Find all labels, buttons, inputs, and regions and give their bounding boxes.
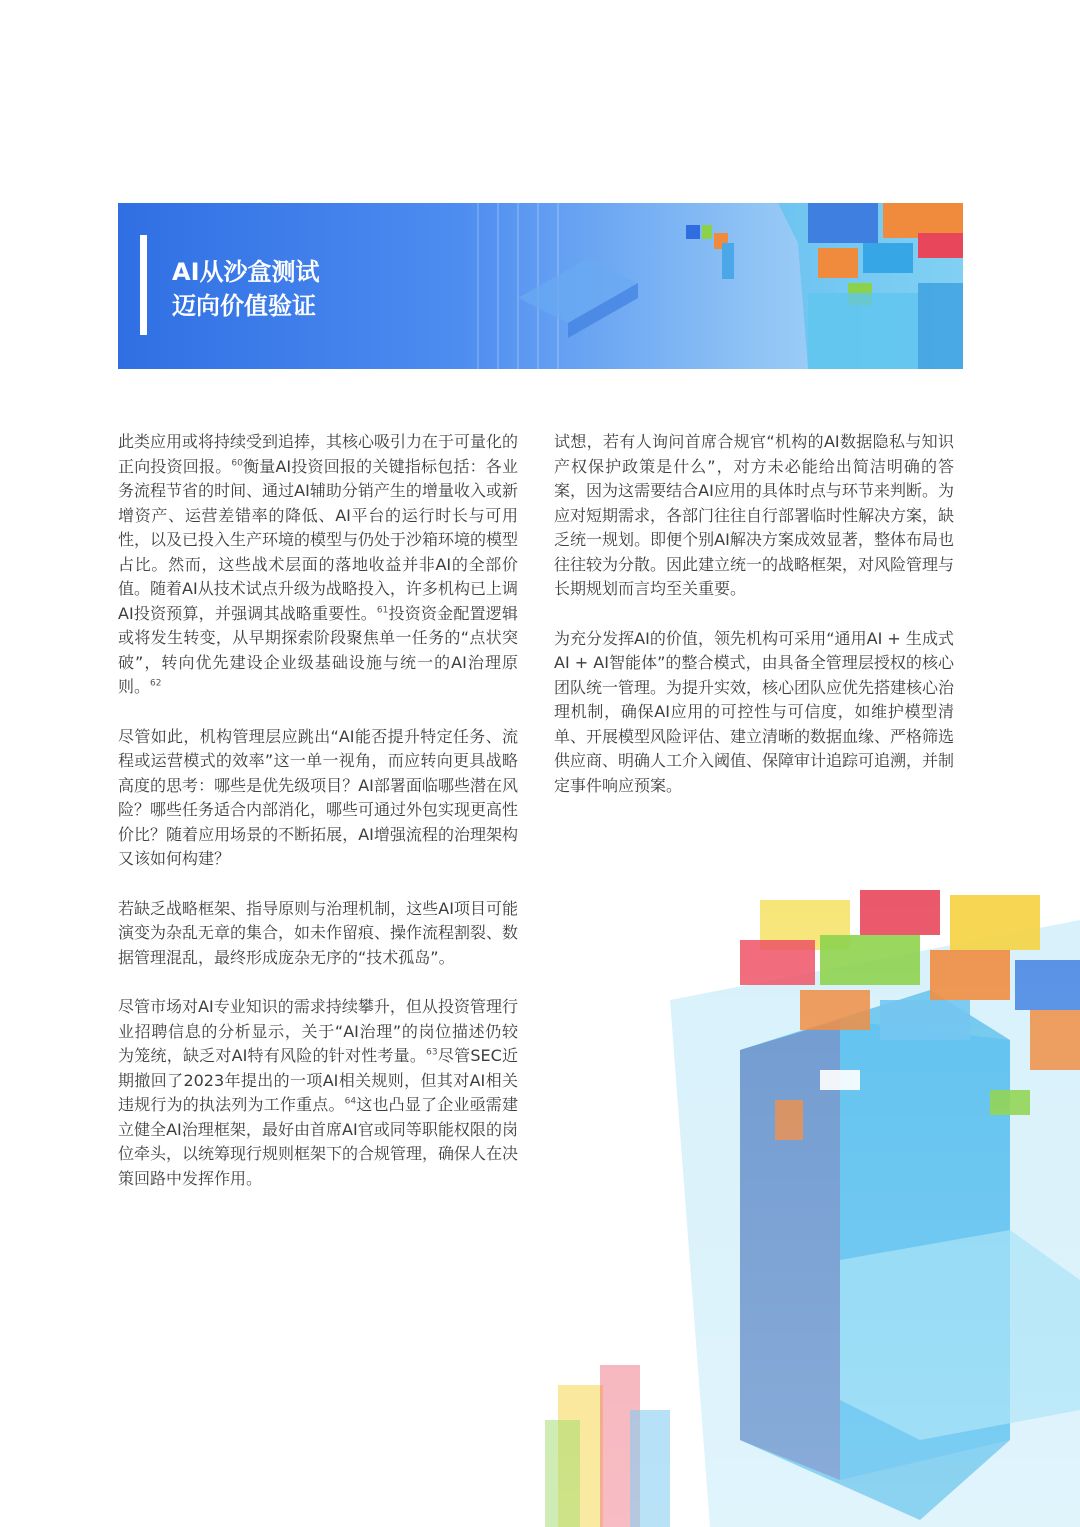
footnote-ref: 63 [426, 1047, 438, 1058]
paragraph: 试想，若有人询问首席合规官“机构的AI数据隐私与知识产权保护政策是什么”，对方未必能给出简洁明确的答案，因为这需要结合AI应用的具体时点与环节来判断。为应对短期需求，各部门往往自行部署临时性解决方案，缺乏统一规划。即便个别AI解决方案成效显著，整体布局也往往较为分散。因此建立统一的战略框架，对风险管理与长期规划而言均至关重要。 [554, 432, 955, 598]
paragraph: 为充分发挥AI的价值，领先机构可采用“通用AI + 生成式AI + AI智能体”的整合模式，由具备全管理层授权的核心团队统一管理。为提升实效，核心团队应优先搭建核心治理机制，确保AI应用的可控性与可信度，如维护模型清单、开展模型风险评估、建立清晰的数据血缘、严格筛选供应商、明确人工介入阈值、保障审计追踪可追溯，并制定事件响应预案。 [554, 628, 955, 795]
section-title [172, 255, 320, 323]
paragraph [118, 995, 518, 1191]
footnote-ref: 64 [344, 1096, 357, 1107]
footnote-ref: 62 [150, 678, 162, 689]
paragraph-text: 衡量AI投资回报的关键指标包括：各业务流程节省的时间、通过AI辅助分销产生的增量收入或新增资产、运营差错率的降低、AI平台的运行时长与可用性，以及已投入生产环境的模型与仍处于沙箱环境的模型占比。然而，这些战术层面的落地收益并非AI的全部价值。随着AI从技术试点升级为战略投入，许多机构已上调AI投资预算，并强调其战略重要性。 [118, 456, 519, 623]
decorative-block-illustration [540, 880, 1080, 1527]
paragraph: 尽管如此，机构管理层应跳出“AI能否提升特定任务、流程或运营模式的效率”这一单一视角，而应转向更具战略高度的思考：哪些是优先级项目？AI部署面临哪些潜在风险？哪些任务适合内部消化，哪些可通过外包实现更高性价比？随着应用场景的不断拓展，AI增强流程的治理架构又该如何构建？ [118, 726, 519, 868]
paragraph-text: 投资资金配置逻辑或将发生转变，从早期探索阶段聚焦单一任务的“点状突破”，转向优先建设企业级基础设施与统一的AI治理原则。 [118, 603, 518, 696]
left-column [118, 430, 518, 1216]
banner-accent-bar [140, 235, 147, 335]
section-title-line-2: 迈向价值验证 [172, 292, 316, 320]
footnote-ref: 60 [231, 458, 243, 469]
paragraph: 若缺乏战略框架、指导原则与治理机制，这些AI项目可能演变为杂乱无章的集合，如未作留痕、操作流程割裂、数据管理混乱，最终形成庞杂无序的“技术孤岛”。 [118, 898, 519, 967]
paragraph-text: 尽管市场对AI专业知识的需求持续攀升，但从投资管理行业招聘信息的分析显示，关于“AI治理”的岗位描述仍较为笼统，缺乏对AI特有风险的针对性考量。 [118, 997, 518, 1065]
right-column [554, 430, 954, 823]
footnote-ref: 61 [376, 605, 389, 616]
paragraph-text: 尽管SEC近期撤回了2023年提出的一项AI相关规则，但其对AI相关违规行为的执法列为工作重点。 [118, 1046, 518, 1114]
paragraph-text: 这也凸显了企业亟需建立健全AI治理框架，最好由首席AI官或同等职能权限的岗位牵头，以统筹现行规则框架下的合规管理，确保人在决策回路中发挥作用。 [118, 1095, 519, 1188]
section-banner [118, 203, 963, 369]
paragraph [118, 430, 518, 700]
section-title-line-1: AI从沙盒测试 [172, 258, 320, 286]
paragraph-text: 此类应用或将持续受到追捧，其核心吸引力在于可量化的正向投资回报。 [118, 432, 519, 476]
